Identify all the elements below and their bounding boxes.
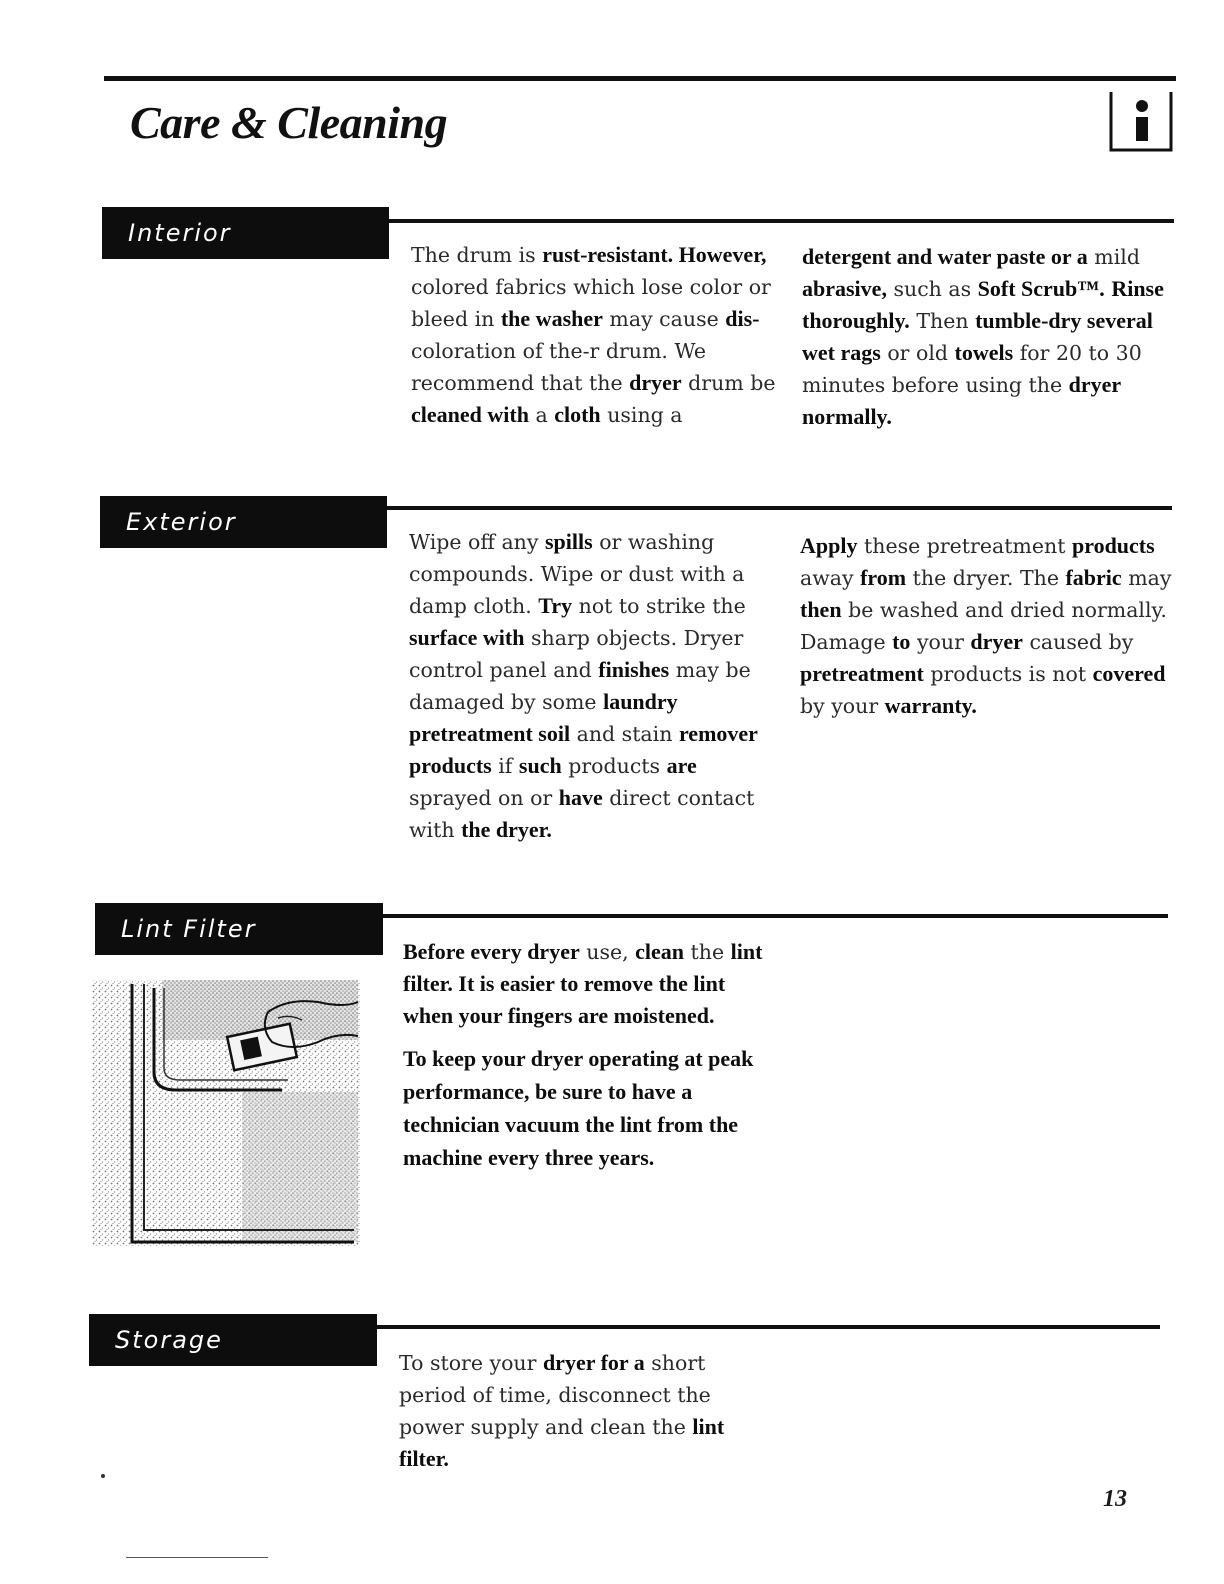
emphasis-text: rust-resistant. However,	[542, 242, 767, 267]
emphasis-text: such	[518, 753, 562, 778]
lint-filter-text	[403, 936, 775, 1184]
emphasis-text: dryer	[970, 629, 1023, 654]
lint-filter-illustration	[92, 972, 360, 1248]
emphasis-text: Try	[538, 593, 573, 618]
emphasis-text: Apply	[800, 533, 858, 558]
page-number: 13	[1103, 1486, 1127, 1512]
section-tab-storage: Storage	[89, 1314, 377, 1366]
emphasis-text: Rinse thoroughly.	[802, 276, 1164, 333]
emphasis-text: products	[1071, 533, 1155, 558]
section-tab-interior: Interior	[102, 207, 389, 259]
emphasis-text: surface with	[409, 625, 525, 650]
emphasis-text: Before every dryer	[403, 939, 580, 964]
emphasis-text: pretreatment	[800, 661, 924, 686]
section-rule-exterior	[387, 506, 1172, 510]
emphasis-text: dryer normally.	[802, 372, 1121, 429]
emphasis-text: the dryer.	[461, 817, 552, 842]
emphasis-text: detergent and water paste or a	[802, 244, 1088, 269]
exterior-text-col2: Apply these pretreatment products away from the dryer. The fabric may then be washed and dried normally. Damage to your dryer caused by pretreatment products is not covered by your warranty.	[800, 533, 1172, 718]
section-rule-lint-filter	[383, 914, 1168, 918]
emphasis-text: finishes	[598, 657, 670, 682]
emphasis-text: cleaned with	[411, 402, 529, 427]
top-rule	[104, 76, 1176, 81]
emphasis-text: clean	[635, 939, 685, 964]
section-rule-storage	[377, 1325, 1160, 1329]
page-title: Care & Cleaning	[130, 97, 448, 148]
emphasis-text: tumble-dry several wet rags	[802, 308, 1153, 365]
emphasis-text: the washer	[500, 306, 603, 331]
emphasis-text: then	[800, 597, 842, 622]
emphasis-text: lint filter. It is easier to remove the lint when your fingers are moistened.	[403, 939, 763, 1028]
emphasis-text: to	[892, 629, 911, 654]
stray-mark	[101, 1474, 105, 1478]
section-tab-lint-filter: Lint Filter	[95, 903, 383, 955]
emphasis-text: Soft Scrub™.	[977, 276, 1105, 301]
emphasis-text: lint filter.	[399, 1414, 725, 1471]
lint-filter-para1: Before every dryer use, clean the lint filter. It is easier to remove the lint when your fingers are moistened.	[403, 939, 763, 1028]
emphasis-text: dryer for a	[542, 1350, 645, 1375]
section-tab-exterior: Exterior	[100, 496, 387, 548]
exterior-text-col1: Wipe off any spills or washing compounds. Wipe or dust with a damp cloth. Try not to strike the surface with sharp objects. Dryer control panel and finishes may be damaged by some laundry pretreatment soil and stain remover products if such products are sprayed on or have direct contact with the dryer.	[409, 529, 758, 842]
section-rule-interior	[389, 219, 1174, 223]
emphasis-text: covered	[1092, 661, 1166, 686]
lint-filter-para2: To keep your dryer operating at peak performance, be sure to have a technician vacuum the lint from the machine every three years.	[403, 1046, 754, 1170]
interior-text-col1: The drum is rust-resistant. However, colored fabrics which lose color or bleed in the washer may cause dis- coloration of the-r drum. We recommend that the dryer drum be cleaned with a cloth using a	[411, 242, 776, 427]
emphasis-text: dis-	[725, 306, 760, 331]
emphasis-text: fabric	[1065, 565, 1122, 590]
emphasis-text: spills	[544, 529, 593, 554]
storage-text: To store your dryer for a short period of time, disconnect the power supply and clean the lint filter.	[399, 1350, 725, 1471]
emphasis-text: are	[666, 753, 697, 778]
info-icon	[1108, 90, 1174, 152]
emphasis-text: abrasive,	[802, 276, 887, 301]
emphasis-text: have	[558, 785, 603, 810]
emphasis-text: warranty.	[884, 693, 977, 718]
bottom-rule	[126, 1557, 268, 1558]
emphasis-text: towels	[954, 340, 1014, 365]
emphasis-text: laundry pretreatment soil	[409, 689, 678, 746]
emphasis-text: cloth	[554, 402, 601, 427]
emphasis-text: remover products	[409, 721, 758, 778]
emphasis-text: dryer	[629, 370, 682, 395]
emphasis-text: from	[860, 565, 907, 590]
interior-text-col2: detergent and water paste or a mild abrasive, such as Soft Scrub™. Rinse thoroughly. Then tumble-dry several wet rags or old towels for 20 to 30 minutes before using the dryer normally.	[802, 244, 1164, 429]
